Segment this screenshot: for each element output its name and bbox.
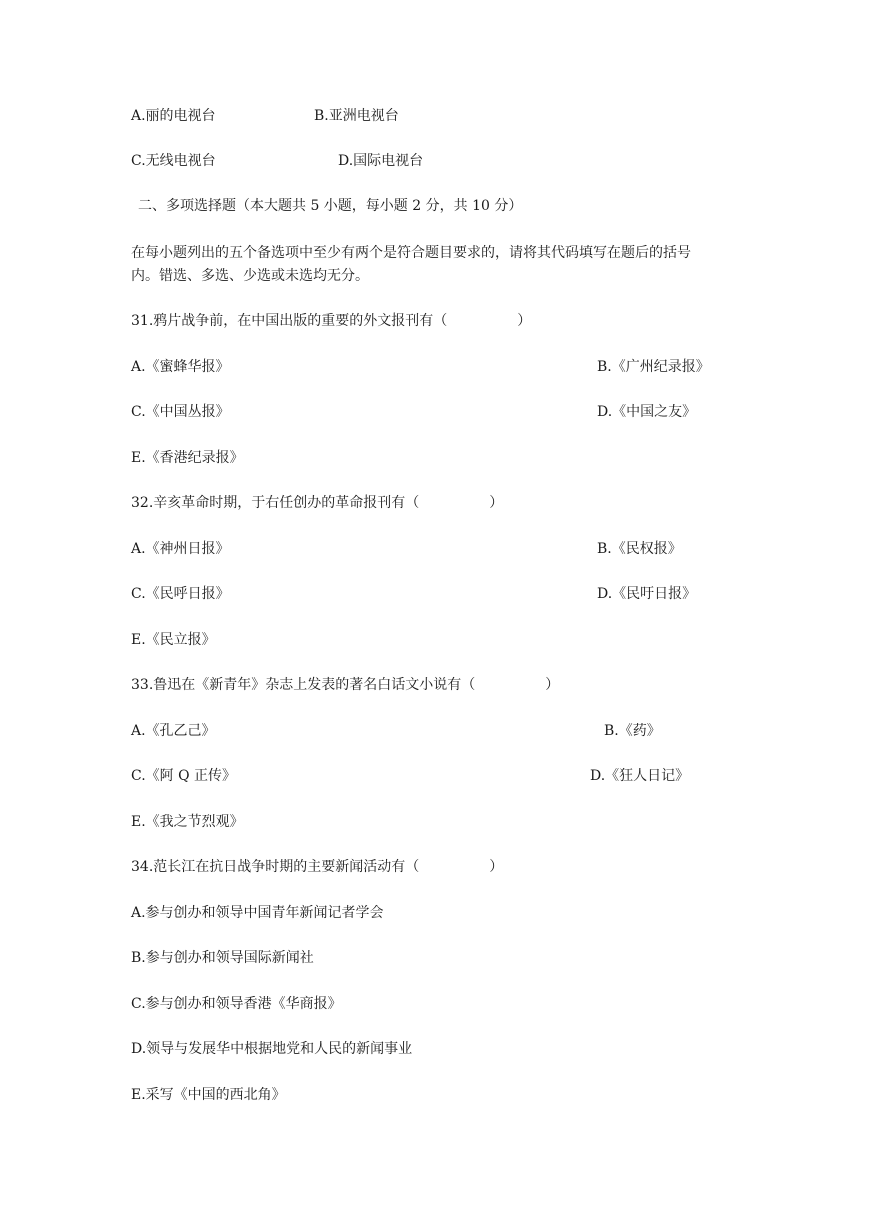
question-stem: 32.辛亥革命时期，于右任创办的革命报刊有（ ） <box>131 495 504 511</box>
option-e: E.《民立报》 <box>131 632 216 648</box>
q30-option-a: A.丽的电视台 <box>131 108 216 124</box>
option-e: E.采写《中国的西北角》 <box>131 1087 286 1103</box>
option-c: C.《阿 Q 正传》 <box>131 768 237 784</box>
question-stem: 31.鸦片战争前，在中国出版的重要的外文报刊有（ ） <box>131 313 532 329</box>
q30-option-c: C.无线电视台 <box>131 153 216 169</box>
option-c: C.参与创办和领导香港《华商报》 <box>131 996 342 1012</box>
question-stem: 34.范长江在抗日战争时期的主要新闻活动有（ ） <box>131 859 504 875</box>
option-c: C.《民呼日报》 <box>131 586 230 602</box>
option-a: A.《神州日报》 <box>131 541 230 557</box>
option-e: E.《香港纪录报》 <box>131 450 244 466</box>
option-b: B.《民权报》 <box>597 541 682 557</box>
q30-option-d: D.国际电视台 <box>338 153 424 169</box>
section-instruction-line2: 内。错选、多选、少选或未选均无分。 <box>131 268 369 284</box>
option-a: A.《蜜蜂华报》 <box>131 359 230 375</box>
question-stem: 33.鲁迅在《新青年》杂志上发表的著名白话文小说有（ ） <box>131 677 560 693</box>
section-heading: 二、多项选择题（本大题共 5 小题，每小题 2 分，共 10 分） <box>138 198 523 214</box>
option-d: D.《民吁日报》 <box>597 586 697 602</box>
option-a: A.《孔乙己》 <box>131 723 216 739</box>
option-d: D.《狂人日记》 <box>590 768 690 784</box>
option-b: B.《广州纪录报》 <box>597 359 710 375</box>
option-b: B.参与创办和领导国际新闻社 <box>131 950 314 966</box>
option-d: D.领导与发展华中根据地党和人民的新闻事业 <box>131 1041 413 1057</box>
option-b: B.《药》 <box>604 723 661 739</box>
option-c: C.《中国丛报》 <box>131 404 230 420</box>
option-d: D.《中国之友》 <box>597 404 697 420</box>
section-instruction-line1: 在每小题列出的五个备选项中至少有两个是符合题目要求的，请将其代码填写在题后的括号 <box>131 245 691 261</box>
q30-option-b: B.亚洲电视台 <box>314 108 399 124</box>
option-e: E.《我之节烈观》 <box>131 814 244 830</box>
option-a: A.参与创办和领导中国青年新闻记者学会 <box>131 905 384 921</box>
